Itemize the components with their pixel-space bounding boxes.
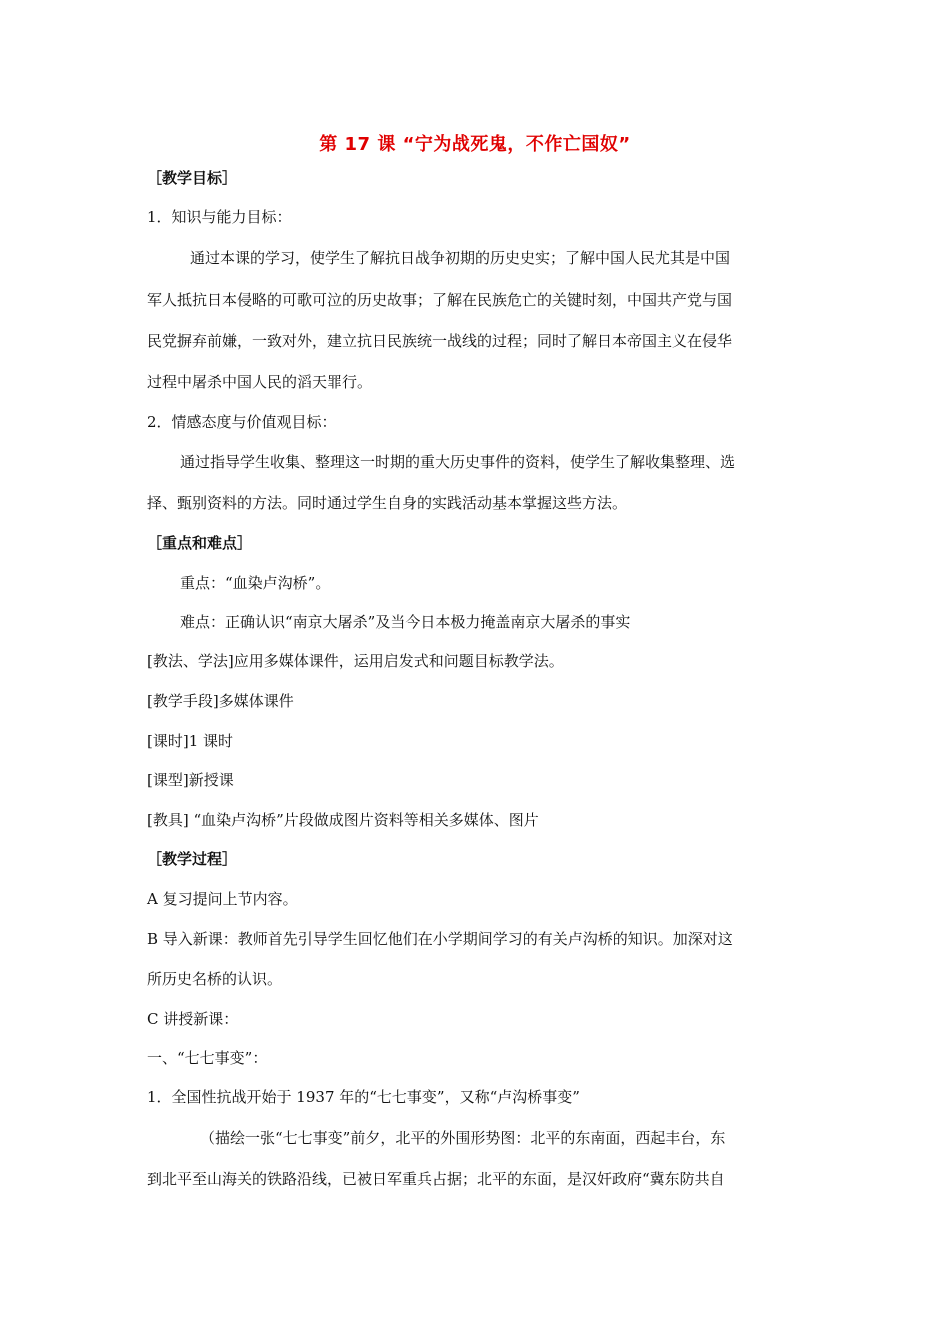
teaching-aids-line: [教具] “血染卢沟桥”片段做成图片资料等相关多媒体、图片 xyxy=(147,811,539,829)
paragraph-line: 民党摒弃前嫌，一致对外，建立抗日民族统一战线的过程；同时了解日本帝国主义在侵华 xyxy=(147,332,733,350)
paragraph-line: 过程中屠杀中国人民的滔天罪行。 xyxy=(147,373,373,391)
paragraph-line: 军人抵抗日本侵略的可歌可泣的历史故事；了解在民族危亡的关键时刻，中国共产党与国 xyxy=(147,291,733,309)
section-heading-key-points: ［重点和难点］ xyxy=(147,534,253,552)
paragraph-line: 通过本课的学习，使学生了解抗日战争初期的历史史实；了解中国人民尤其是中国 xyxy=(190,249,731,267)
paragraph-line: 所历史名桥的认识。 xyxy=(147,970,283,988)
class-hours-line: [课时]1 课时 xyxy=(147,732,234,750)
process-step-c: C 讲授新课： xyxy=(147,1010,239,1028)
teaching-means-line: [教学手段]多媒体课件 xyxy=(147,692,294,710)
process-step-a: A 复习提问上节内容。 xyxy=(147,890,298,908)
numbered-point: 1．全国性抗战开始于 1937 年的“七七事变”，又称“卢沟桥事变” xyxy=(147,1088,580,1106)
paragraph-line: （描绘一张“七七事变”前夕，北平的外围形势图：北平的东南面，西起丰台，东 xyxy=(200,1129,726,1147)
lesson-title: 第 17 课 “宁为战死鬼，不作亡国奴” xyxy=(319,134,631,155)
section-heading-process: ［教学过程］ xyxy=(147,850,238,868)
key-point-line: 重点：“血染卢沟桥”。 xyxy=(180,574,331,592)
difficult-point-line: 难点：正确认识“南京大屠杀”及当今日本极力掩盖南京大屠杀的事实 xyxy=(180,613,631,631)
paragraph-line: 择、甄别资料的方法。同时通过学生自身的实践活动基本掌握这些方法。 xyxy=(147,494,628,512)
lesson-type-line: [课型]新授课 xyxy=(147,771,234,789)
process-step-b: B 导入新课：教师首先引导学生回忆他们在小学期间学习的有关卢沟桥的知识。加深对这 xyxy=(147,930,733,948)
paragraph-line: 到北平至山海关的铁路沿线，已被日军重兵占据；北平的东面，是汉奸政府“冀东防共自 xyxy=(147,1170,725,1188)
objective-2-heading: 2．情感态度与价值观目标： xyxy=(147,413,337,431)
subsection-heading: 一、“七七事变”： xyxy=(147,1049,268,1067)
objective-1-heading: 1．知识与能力目标： xyxy=(147,208,292,226)
teaching-method-line: [教法、学法]应用多媒体课件，运用启发式和问题目标教学法。 xyxy=(147,652,564,670)
section-heading-objectives: ［教学目标］ xyxy=(147,169,238,187)
paragraph-line: 通过指导学生收集、整理这一时期的重大历史事件的资料，使学生了解收集整理、选 xyxy=(180,453,736,471)
